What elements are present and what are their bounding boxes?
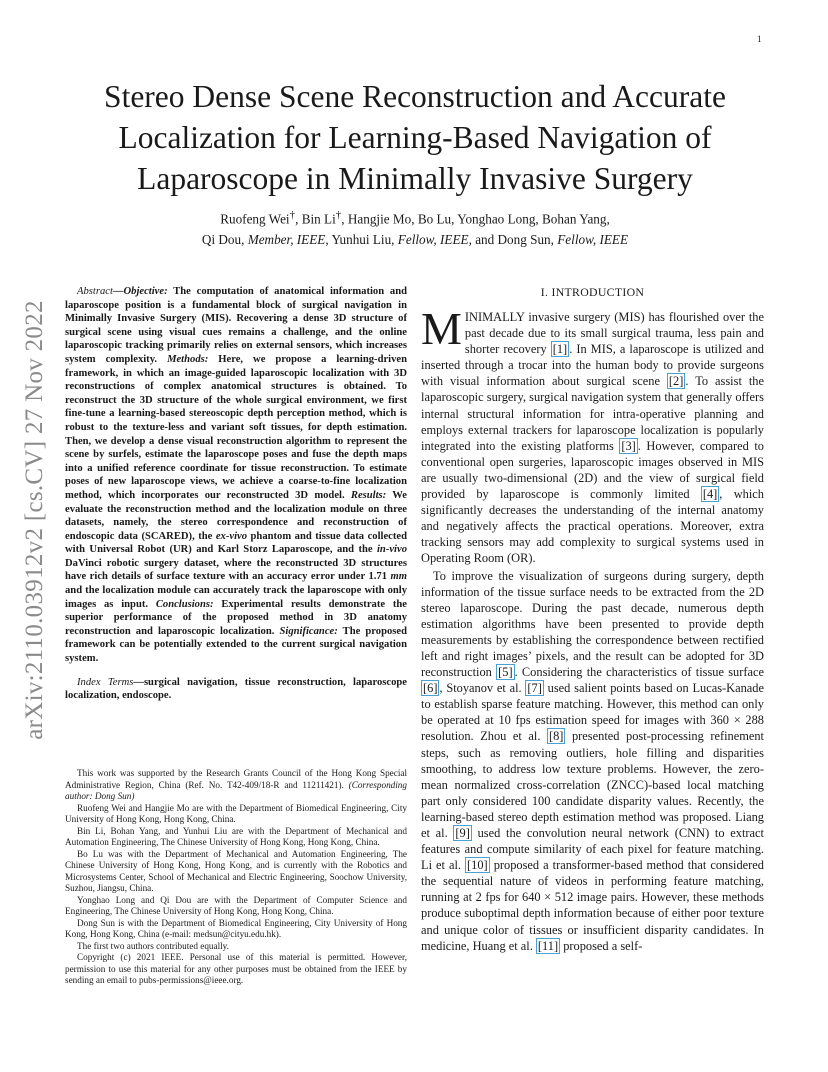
citation-link[interactable]: [3] [621, 438, 636, 453]
author-list: Ruofeng Wei†, Bin Li†, Hangjie Mo, Bo Lu, Yonghao Long, Bohan Yang, Qi Dou, Member, IEEE, Yunhui Liu, Fellow, IEEE, and Dong Sun, Fellow, IEEE [201, 209, 629, 248]
citation-link[interactable]: [2] [668, 374, 684, 389]
section-heading: I. INTRODUCTION [540, 285, 645, 299]
index-terms: Index Terms—surgical navigation, tissue reconstruction, laparoscope localization, endoscope. [65, 676, 407, 702]
footnote-affiliation: Dong Sun is with the Department of Biomedical Engineering, City University of Hong Kong, Hong Kong, China (e-mail: medsun@cityu.edu.hk). [65, 917, 407, 939]
citation-link[interactable]: [4] [702, 487, 718, 502]
citation-link[interactable]: [9] [455, 826, 470, 840]
footnote-copyright: Copyright (c) 2021 IEEE. Personal use of this material is permitted. However, permission to use this material for any other purposes must be obtained from the IEEE by sending an email to pubs-permissions@ieee.org. [65, 952, 407, 985]
citation-link[interactable]: [8] [548, 729, 564, 744]
intro-paragraph: To improve the visualization of surgeons during surgery, depth information of the tissue surface needs to be extracted from the 2D stereo laparoscope. During the past decade, numerous depth estimation algorithms have been presented to provide depth measurements by establishing the correspondence between rectified left and right images’ pixels, and the result can be adopted for 3D reconstruction [5] . Considering the characteristics of tissue surface [6] , Stoyanov et al. [7] used salient points based on Lucas-Kanade to establish sparse feature matching. However, this method can only be operated at 10 fps estimation speed for images with 360 × 288 resolution. Zhou et al. [8] presented post-processing refinement steps, such as removing outliers, hole filling and disparities smoothing, to address low texture problems. However, the zero-mean normalized cross-correlation (ZNCC)-based local matching part only considered 100 candidate disparity values. Recently, the learning-based stereo depth estimation method was proposed. Liang et al. [9] used the convolution neural network (CNN) to extract features and compute similarity of each pixel for feature matching. Li et al. [10] proposed a transformer-based method that considered the sequential nature of videos in performing feature matching, running at 2 fps for 640 × 512 image pairs. However, these methods produce suboptimal depth information because of either poor texture and unique color of tissues or insufficient disparity candidates. In medicine, Huang et al. [11] proposed a self- [421, 568, 764, 953]
footnote-affiliation: Yonghao Long and Qi Dou are with the Department of Computer Science and Engineering, The Chinese University of Hong Kong, Hong Kong, China. [65, 894, 407, 916]
citation-link[interactable]: [5] [498, 665, 513, 680]
page-number: 1 [757, 34, 762, 44]
footnote-equal-contribution: The first two authors contributed equally. [77, 940, 229, 951]
citation-link[interactable]: [7] [527, 681, 542, 696]
citation-link[interactable]: [1] [552, 342, 568, 357]
arxiv-sidebar [12, 280, 58, 760]
citation-link[interactable]: [11] [537, 938, 559, 953]
right-column [421, 285, 764, 954]
footnote-affiliation: Bin Li, Bohan Yang, and Yunhui Liu are with the Department of Mechanical and Automation Engineering, The Chinese University of Hong Kong, Hong Kong, China. [65, 825, 407, 847]
footnote-affiliation: Ruofeng Wei and Hangjie Mo are with the Department of Biomedical Engineering, City University of Hong Kong, Hong Kong, China. [65, 802, 407, 824]
footnote-affiliation: Bo Lu was with the Department of Mechanical and Automation Engineering, The Chinese University of Hong Kong, Hong Kong, and is currently with the Robotics and Microsystems Center, School of Mechanical and Electric Engineering, Soochow University, Suzhou, Jiangsu, China. [65, 848, 407, 893]
footnote-funding: This work was supported by the Research Grants Council of the Hong Kong Special Administrative Region, China (Ref. No. T42-409/18-R and 11211421). (Corresponding author: Dong Sun) [65, 768, 407, 801]
drop-cap: M [421, 303, 462, 354]
intro-paragraph: MINIMALLY invasive surgery (MIS) has flourished over the past decade due to its small surgical trauma, less pain and shorter recovery [1] . In MIS, a laparoscope is utilized and inserted through a trocar into the human body to provide surgeons with visual information about surgical scene [2] . To assist the laparoscopic surgery, surgical navigation system that generally offers internal structural information for intra-operative planning and employs external trackers for laparoscope localization is popularly integrated into the existing platforms [3] . However, compared to conventional open surgeries, laparoscopic images observed in MIS are usually two-dimensional (2D) and the view of surgical field provided by laparoscope is commonly limited [4] , which significantly decreases the understanding of the internal anatomy and negatively affects the practical operations. Moreover, extra tracking sensors may add complexity to surgical systems used in Operating Room (OR). [421, 303, 764, 566]
footnotes [65, 768, 407, 987]
abstract: Abstract—Objective: The computation of anatomical information and laparoscope position is a fundamental block of surgical navigation in Minimally Invasive Surgery (MIS). Recovering a dense 3D structure of surgical scene using visual cues remains a challenge, and the online laparoscopic tracking primarily relies on external sensors, which increases system complexity. Methods: Here, we propose a learning-driven framework, in which an image-guided laparoscopic localization with 3D reconstructions of complex anatomical structures is obtained. To reconstruct the 3D structure of the whole surgical environment, we first fine-tune a learning-based stereoscopic depth perception method, which is robust to the texture-less and variant soft tissues, for depth estimation. Then, we develop a dense visual reconstruction algorithm to represent the scene by surfels, estimate the laparoscope poses and fuse the depth maps into a unified reference coordinate for tissue reconstruction. To estimate poses of new laparoscope views, we achieve a coarse-to-fine localization method, which incorporates our reconstructed 3D model. Results: We evaluate the reconstruction method and the localization module on three datasets, namely, the stereo correspondence and reconstruction of endoscopic data (SCARED), the ex-vivo phantom and tissue data collected with Universal Robot (UR) and Karl Storz Laparoscope, and the in-vivo DaVinci robotic surgery dataset, where the reconstructed 3D structures have rich details of surface texture with an accuracy error under 1.71 mm and the localization module can accurately track the laparoscope with only images as input. Conclusions: Experimental results demonstrate the superior performance of the proposed method in 3D anatomy reconstruction and laparoscopic localization. Significance: The proposed framework can be potentially extended to the current surgical navigation system. [65, 286, 407, 665]
paper-title: Stereo Dense Scene Reconstruction and Accurate Localization for Learning-Based Navigation of Laparoscope in Minimally Invasive Surgery [104, 79, 726, 196]
citation-link[interactable]: [6] [423, 681, 438, 696]
citation-link[interactable]: [10] [467, 858, 488, 873]
left-column [65, 285, 407, 703]
arxiv-identifier: arXiv:2110.03912v2 [cs.CV] 27 Nov 2022 [21, 300, 48, 740]
